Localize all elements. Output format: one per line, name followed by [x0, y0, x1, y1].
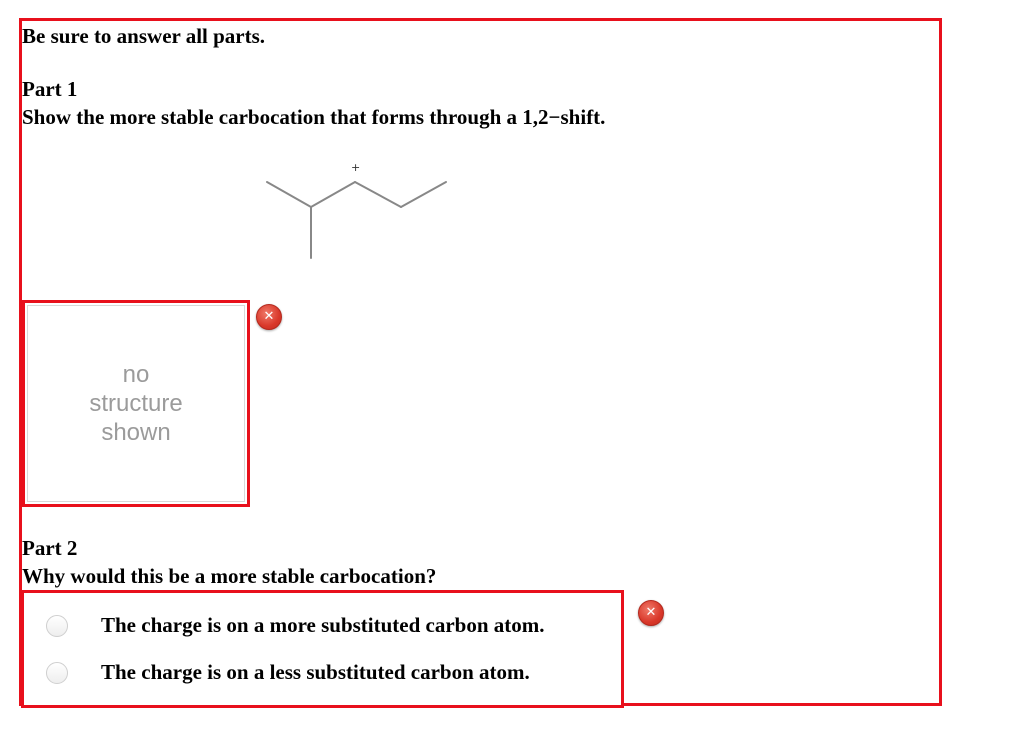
instructions: Be sure to answer all parts.: [22, 24, 266, 48]
incorrect-x-icon: ✕: [256, 304, 282, 330]
incorrect-x-icon: ✕: [638, 600, 664, 626]
placeholder-line: shown: [101, 419, 171, 446]
part2-title: Part 2: [22, 536, 78, 560]
placeholder-line: structure: [89, 390, 183, 417]
bond: [311, 182, 355, 207]
option-more-substituted[interactable]: [24, 606, 614, 646]
molecule-structure: [250, 155, 460, 265]
option-less-substituted[interactable]: [24, 653, 614, 693]
radio-button[interactable]: [46, 615, 68, 637]
bond: [355, 182, 401, 207]
charge-label: +: [351, 161, 361, 174]
bond: [267, 182, 311, 207]
no-structure-placeholder: [89, 360, 182, 447]
part1-title: Part 1: [22, 77, 78, 101]
part2-question: Why would this be a more stable carbocation?: [22, 564, 437, 588]
bond: [401, 182, 446, 207]
option-label[interactable]: The charge is on a more substituted carbon atom.: [101, 613, 545, 637]
structure-answer-box[interactable]: [22, 300, 250, 507]
multiple-choice-box: [21, 590, 624, 708]
radio-button[interactable]: [46, 662, 68, 684]
option-label[interactable]: The charge is on a less substituted carbon atom.: [101, 660, 530, 684]
part1-question: Show the more stable carbocation that forms through a 1,2−shift.: [22, 105, 606, 129]
placeholder-line: no: [122, 361, 150, 388]
